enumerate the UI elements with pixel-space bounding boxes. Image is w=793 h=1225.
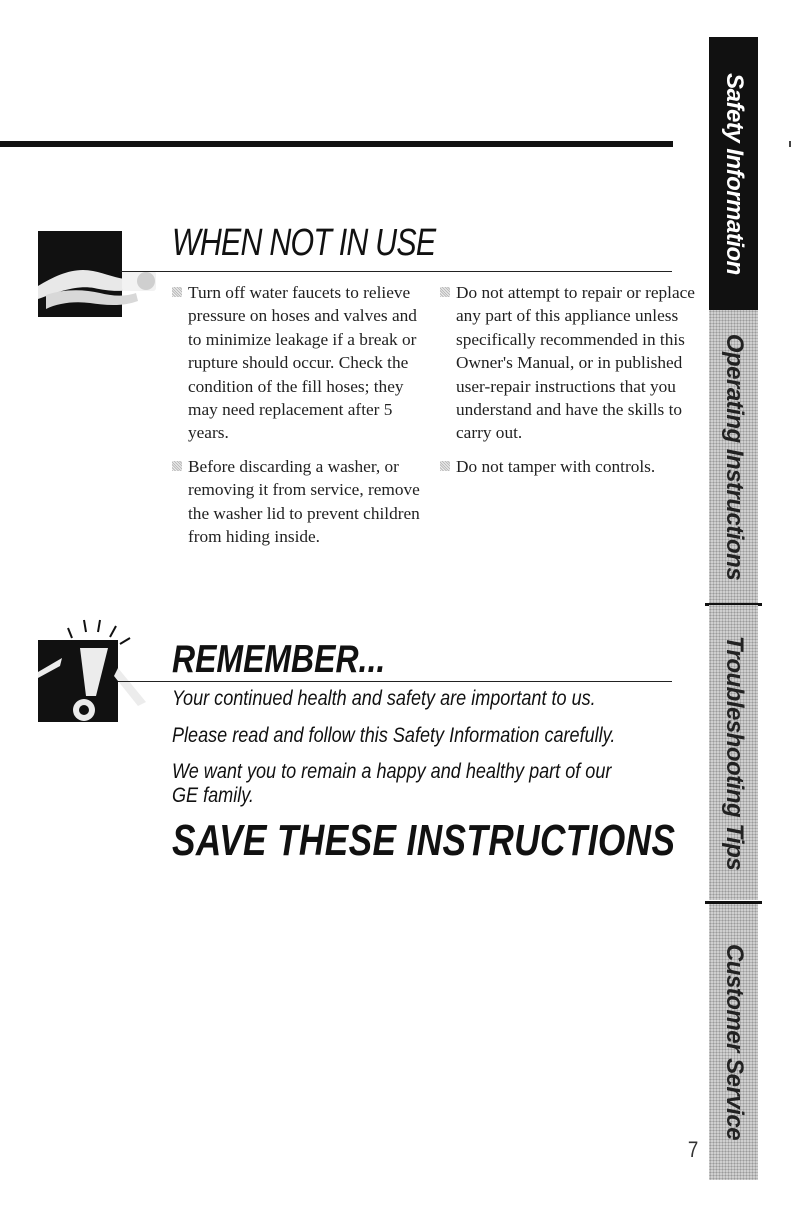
exclamation-warning-icon bbox=[38, 640, 118, 722]
list-item-text: Do not attempt to repair or replace any part of this appliance unless specifically recommended in this Owner's Manual, or in published user-repair instructions that you understand and have the skills to carry out. bbox=[456, 283, 695, 443]
when-heading-rule bbox=[120, 271, 672, 272]
tab-troubleshooting-tips[interactable] bbox=[709, 605, 758, 900]
list-item bbox=[172, 455, 432, 549]
tab-safety-information[interactable] bbox=[709, 37, 758, 310]
bullet-icon bbox=[172, 287, 182, 297]
list-item-text: Do not tamper with controls. bbox=[456, 456, 656, 476]
tab-label: Safety Information bbox=[720, 72, 748, 275]
bullet-icon bbox=[440, 461, 450, 471]
remember-line: GE family. bbox=[172, 784, 254, 807]
remember-heading: REMEMBER... bbox=[172, 638, 386, 681]
list-item-text: Turn off water faucets to relieve pressure on hoses and valves and to minimize leakage if a break or rupture should occur. Check the condition of the fill hoses; they may need replacement after 5 years. bbox=[188, 283, 417, 443]
tab-label: Customer Service bbox=[720, 943, 748, 1141]
bullet-icon bbox=[440, 287, 450, 297]
hand-faucet-icon bbox=[38, 231, 122, 317]
list-item bbox=[172, 281, 432, 445]
when-not-in-use-heading: WHEN NOT IN USE bbox=[172, 222, 436, 264]
left-column bbox=[172, 281, 432, 558]
page-number: 7 bbox=[687, 1137, 699, 1162]
list-item-text: Before discarding a washer, or removing it from service, remove the washer lid to prevent children from hiding inside. bbox=[188, 456, 420, 547]
remember-line: Please read and follow this Safety Information carefully. bbox=[172, 724, 616, 747]
tab-operating-instructions[interactable] bbox=[709, 310, 758, 603]
list-item bbox=[440, 281, 700, 445]
list-item bbox=[440, 455, 700, 478]
remember-heading-rule bbox=[118, 681, 672, 682]
margin-mark bbox=[789, 141, 791, 147]
remember-line: We want you to remain a happy and healthy part of our bbox=[172, 760, 612, 783]
save-instructions-heading: SAVE THESE INSTRUCTIONS bbox=[172, 816, 676, 865]
right-column bbox=[440, 281, 700, 488]
bullet-icon bbox=[172, 461, 182, 471]
remember-line: Your continued health and safety are important to us. bbox=[172, 687, 596, 710]
tab-label: Troubleshooting Tips bbox=[720, 635, 748, 870]
tab-customer-service[interactable] bbox=[709, 904, 758, 1180]
top-rule bbox=[0, 141, 673, 147]
tab-label: Operating Instructions bbox=[720, 333, 748, 580]
